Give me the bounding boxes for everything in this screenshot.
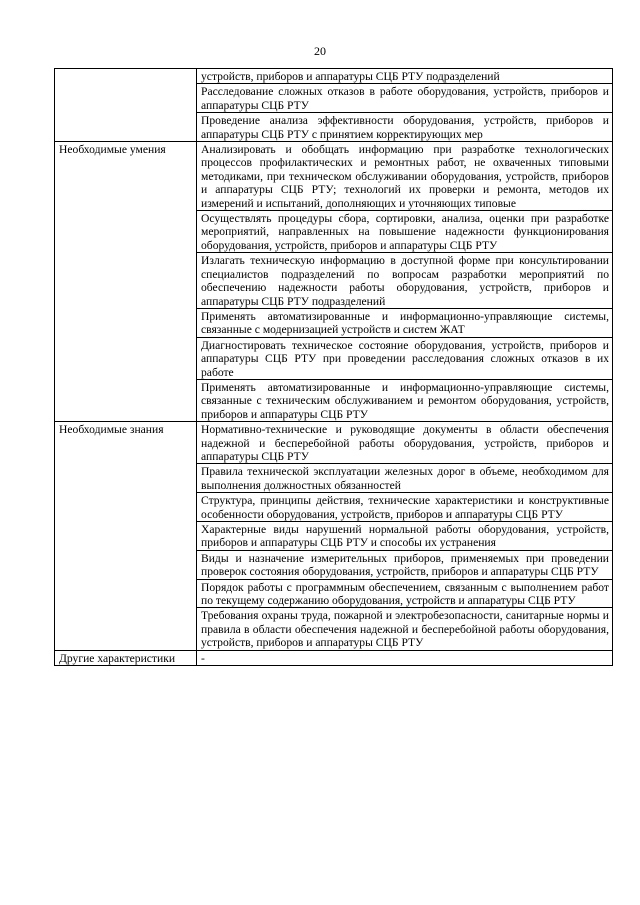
row-label: Необходимые умения: [55, 142, 197, 422]
row-item-text: Диагностировать техническое состояние оборудования, устройств, приборов и аппаратуры СЦБ РТУ при проведении расследования сложных отказов в их работе: [197, 337, 613, 379]
row-item-text: Анализировать и обобщать информацию при разработке технологических процессов профилактических и ремонтных работ, не охваченных типовыми методиками, при техническом обслуживании оборудования, устройств, приборов и аппаратуры СЦБ РТУ; технологий их проверки и ремонта, методов их измерений и испытаний, дополняющих и уточняющих типовые: [197, 142, 613, 211]
page-number: 20: [314, 44, 326, 58]
row-item-text: Требования охраны труда, пожарной и электробезопасности, санитарные нормы и правила в области обеспечения надежной и бесперебойной работы оборудования, устройств, приборов и аппаратуры СЦБ РТУ: [197, 608, 613, 650]
table-row: [55, 422, 613, 464]
row-item-text: Правила технической эксплуатации железных дорог в объеме, необходимом для выполнения должностных обязанностей: [197, 464, 613, 493]
row-item-text: Структура, принципы действия, технические характеристики и конструктивные особенности оборудования, устройств, приборов и аппаратуры СЦБ РТУ: [197, 493, 613, 522]
row-item-text: Излагать техническую информацию в доступной форме при консультировании специалистов подразделений по вопросам разработки мероприятий по обеспечению надежности работы оборудования, устройств, приборов и аппаратуры СЦБ РТУ подразделений: [197, 253, 613, 309]
table-row: [55, 650, 613, 665]
row-item-text: Применять автоматизированные и информационно-управляющие системы, связанные с техническим обслуживанием и ремонтом оборудования, устройств, приборов и аппаратуры СЦБ РТУ: [197, 379, 613, 421]
row-label: Другие характеристики: [55, 650, 197, 665]
table-row: [55, 69, 613, 84]
row-item-text: Проведение анализа эффективности оборудования, устройств, приборов и аппаратуры СЦБ РТУ с принятием корректирующих мер: [197, 113, 613, 142]
row-item-text: Расследование сложных отказов в работе оборудования, устройств, приборов и аппаратуры СЦБ РТУ: [197, 84, 613, 113]
row-item-text: Порядок работы с программным обеспечением, связанным с выполнением работ по текущему содержанию оборудования, устройств и аппаратуры СЦБ РТУ: [197, 579, 613, 608]
row-item-text: -: [197, 650, 613, 665]
row-label: [55, 69, 197, 142]
row-item-text: Нормативно-технические и руководящие документы в области обеспечения надежной и бесперебойной работы оборудования, устройств, приборов и аппаратуры СЦБ РТУ: [197, 422, 613, 464]
row-item-text: Виды и назначение измерительных приборов, применяемых при проведении проверок состояния оборудования, устройств, приборов и аппаратуры СЦБ РТУ: [197, 550, 613, 579]
row-item-text: Осуществлять процедуры сбора, сортировки, анализа, оценки при разработке мероприятий, направленных на повышение надежности функционирования оборудования, устройств, приборов и аппаратуры СЦБ РТУ: [197, 211, 613, 253]
table-row: [55, 142, 613, 211]
row-item-text: устройств, приборов и аппаратуры СЦБ РТУ подразделений: [197, 69, 613, 84]
row-item-text: Характерные виды нарушений нормальной работы оборудования, устройств, приборов и аппаратуры СЦБ РТУ и способы их устранения: [197, 522, 613, 551]
requirements-table: [54, 68, 613, 666]
row-item-text: Применять автоматизированные и информационно-управляющие системы, связанные с модернизацией устройств и систем ЖАТ: [197, 308, 613, 337]
row-label: Необходимые знания: [55, 422, 197, 651]
